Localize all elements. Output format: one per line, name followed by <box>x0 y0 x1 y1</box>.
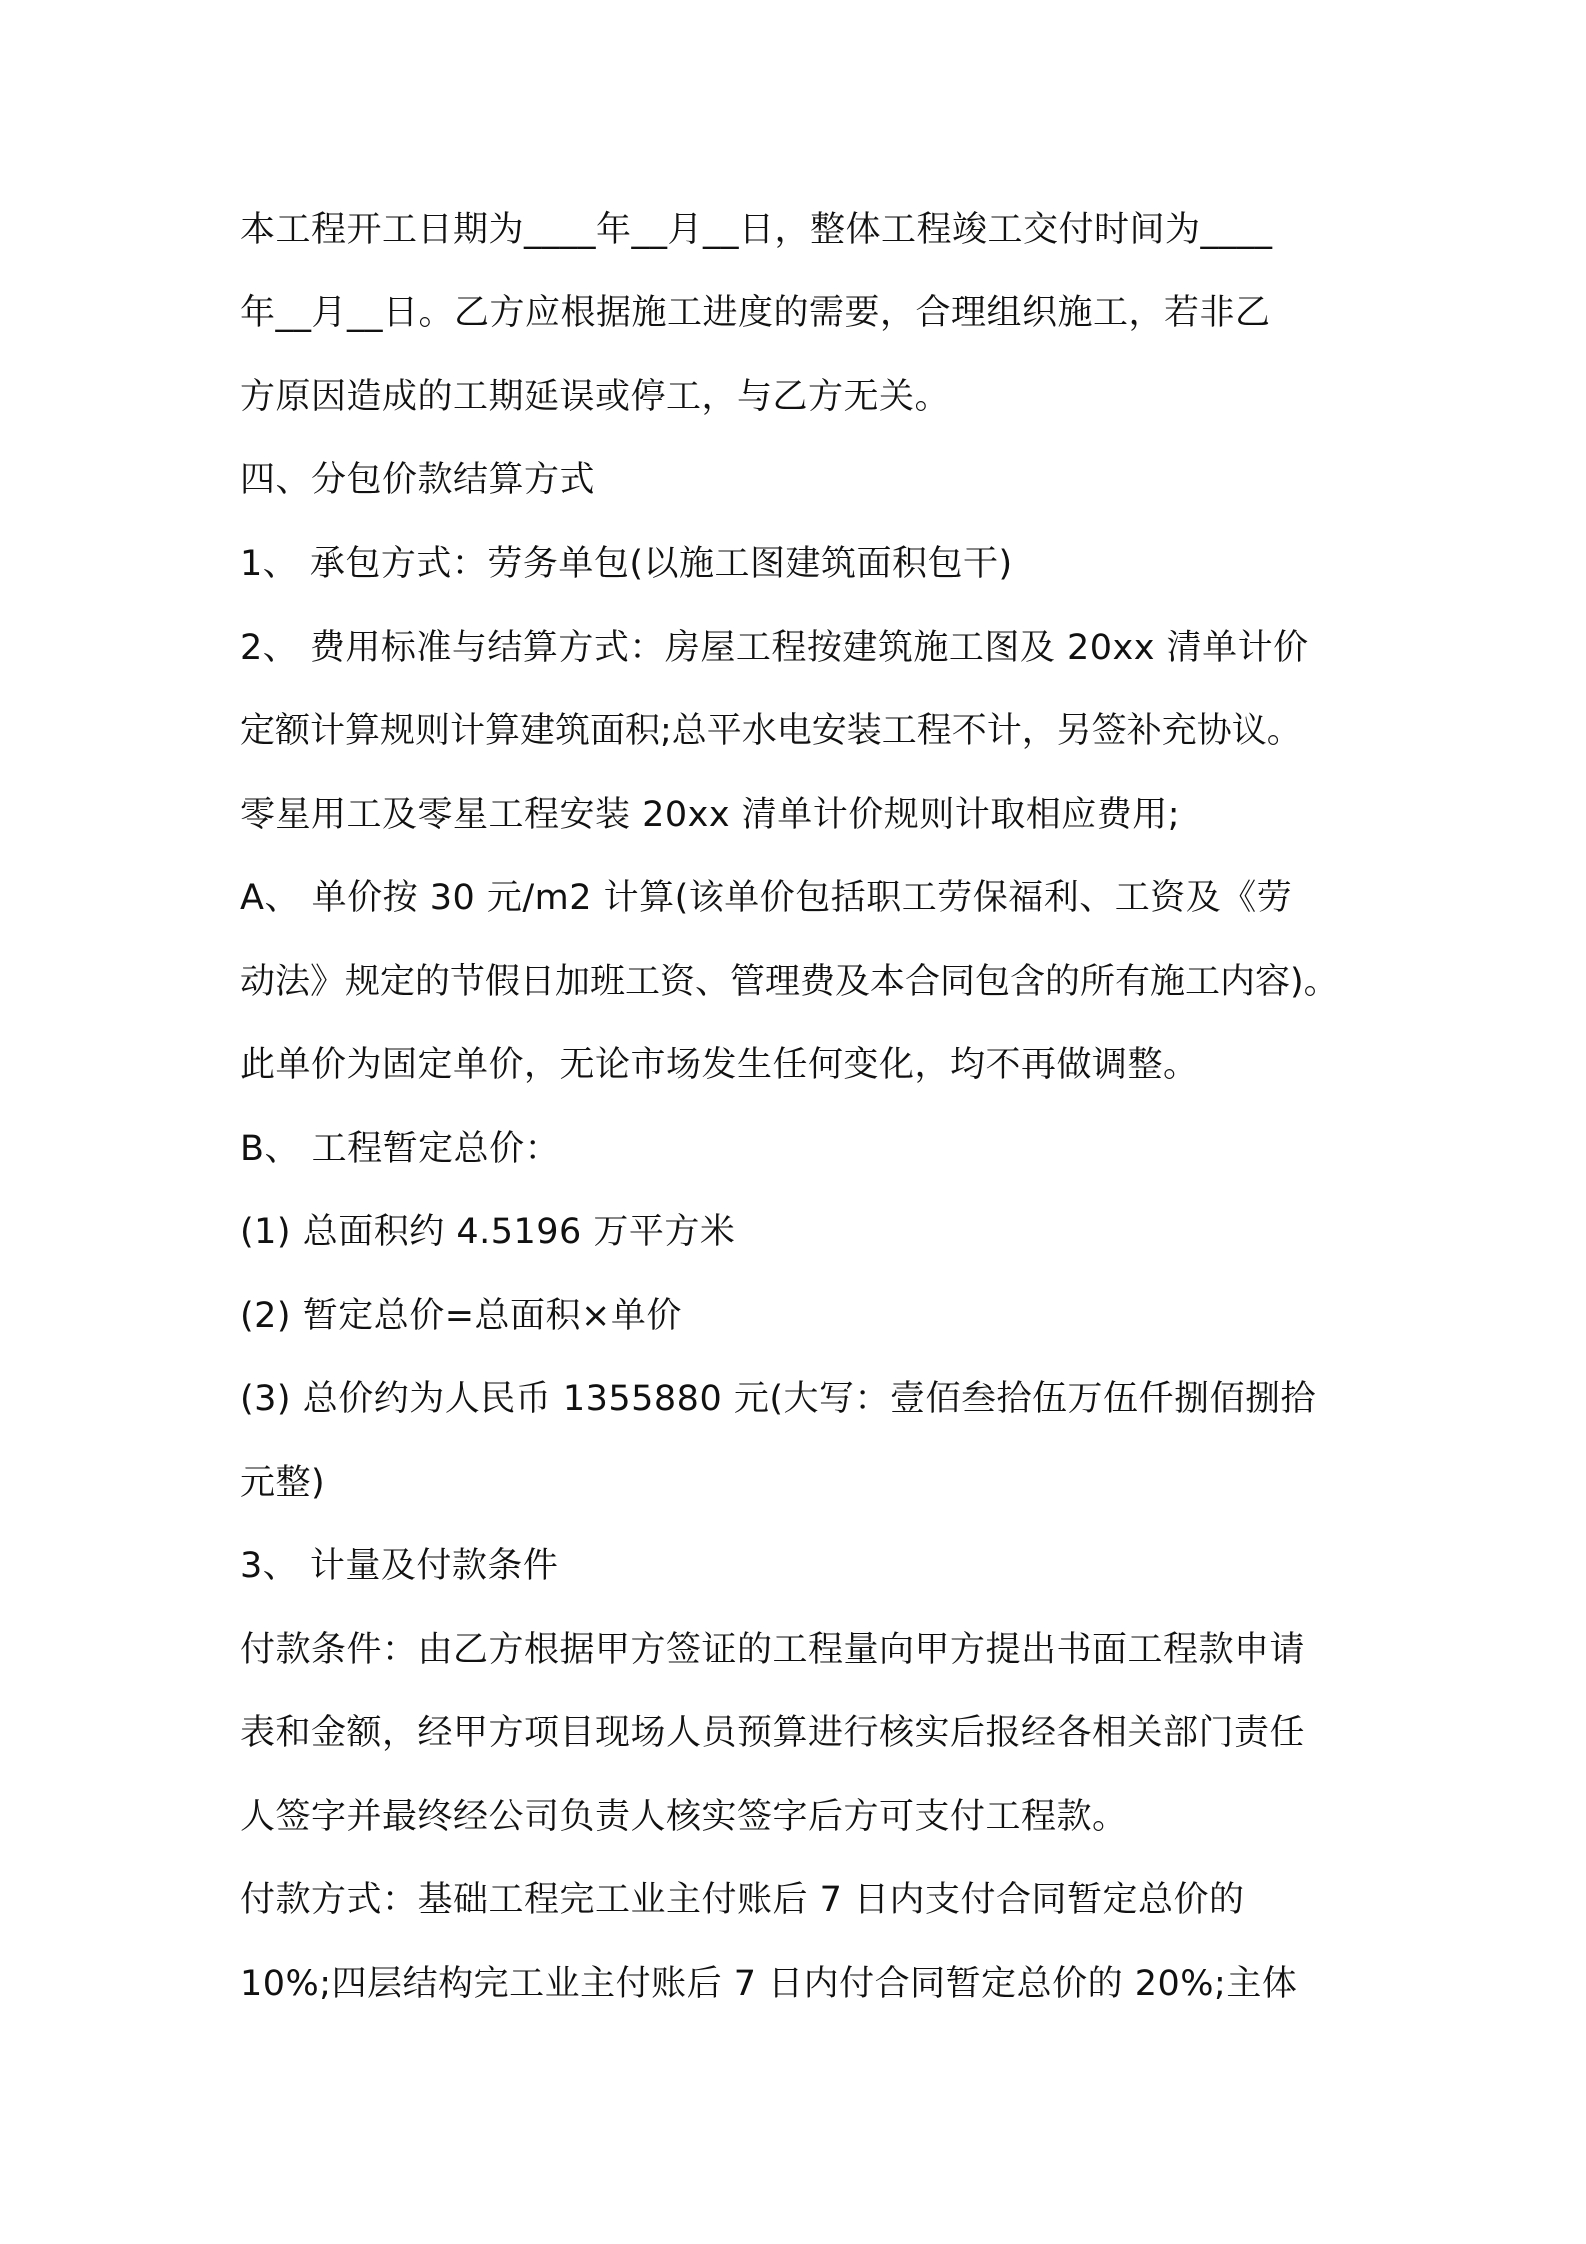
contract-text-line: 表和金额，经甲方项目现场人员预算进行核实后报经各相关部门责任 <box>240 1713 1306 1753</box>
contract-text-line: 方原因造成的工期延误或停工，与乙方无关。 <box>240 377 951 417</box>
contract-text-line: 付款条件：由乙方根据甲方签证的工程量向甲方提出书面工程款申请 <box>240 1630 1306 1670</box>
contract-text-line: 元整) <box>240 1463 326 1503</box>
contract-text-line: 付款方式：基础工程完工业主付账后 7 日内支付合同暂定总价的 <box>240 1880 1245 1920</box>
contract-text-line: (1) 总面积约 4.5196 万平方米 <box>240 1212 736 1252</box>
contract-text-line: (3) 总价约为人民币 1355880 元(大写：壹佰叁拾伍万伍仟捌佰捌拾 <box>240 1379 1316 1419</box>
contract-text-line: B、 工程暂定总价： <box>240 1129 561 1169</box>
contract-text-line: 2、 费用标准与结算方式：房屋工程按建筑施工图及 20xx 清单计价 <box>240 628 1309 668</box>
contract-text-line: 动法》规定的节假日加班工资、管理费及本合同包含的所有施工内容)。 <box>240 962 1339 1002</box>
contract-text-line: 人签字并最终经公司负责人核实签字后方可支付工程款。 <box>240 1797 1128 1837</box>
contract-text-line: 1、 承包方式：劳务单包(以施工图建筑面积包干) <box>240 544 1013 584</box>
contract-text-line: (2) 暂定总价=总面积×单价 <box>240 1296 682 1336</box>
contract-text-line: 年__月__日。乙方应根据施工进度的需要，合理组织施工，若非乙 <box>240 293 1271 333</box>
contract-text-line: 本工程开工日期为____年__月__日，整体工程竣工交付时间为____ <box>240 210 1273 250</box>
contract-text-line: 定额计算规则计算建筑面积;总平水电安装工程不计，另签补充协议。 <box>240 711 1302 751</box>
contract-text-line: 零星用工及零星工程安装 20xx 清单计价规则计取相应费用; <box>240 795 1181 835</box>
contract-text-line: 3、 计量及付款条件 <box>240 1546 559 1586</box>
section-heading: 四、分包价款结算方式 <box>240 460 596 500</box>
contract-text-line: 此单价为固定单价，无论市场发生任何变化，均不再做调整。 <box>240 1045 1199 1085</box>
contract-text-line: 10%;四层结构完工业主付账后 7 日内付合同暂定总价的 20%;主体 <box>240 1964 1298 2004</box>
contract-text-line: A、 单价按 30 元/m2 计算(该单价包括职工劳保福利、工资及《劳 <box>240 878 1293 918</box>
